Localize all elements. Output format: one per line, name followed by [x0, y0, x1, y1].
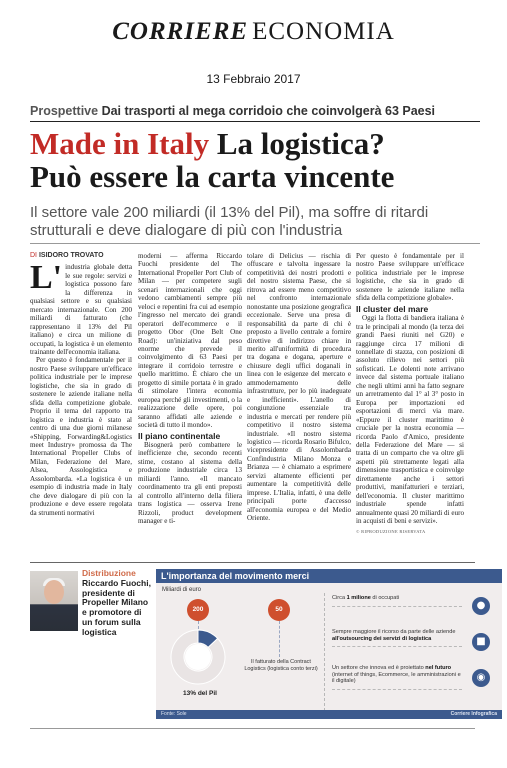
infographic-separator	[324, 593, 325, 711]
article-paragraph: tolare di Delicius — rischia di offuscare e talvolta ingessare la competitività dei nostri prodotti e del nostro sistema Paese, che si ritrova ad essere meno competitivo nel confronto internazionale nonostante una posizione geografica eccezionale. Serve una presa di responsabilità da parte di chi è preposto a livello centrale a fornire direttive di indirizzo chiare in merito all'uniformità di procedura tra dogana e dogana, aperture e chiusure degli uffici doganali in linea con le esigenze del mercato e ammodernamento delle infrastrutture, per lo più inadeguate e inefficienti». L'anello di congiunzione essenziale tra industria e mercati per rendere più competitivo il nostro sistema industriale. «Il nostro sistema logistico — ricorda Rosario Bifulco, vicepresidente di Assolombarda Confindustria Milano Monza e Brianza — è chiamato a esprimere servizi altamente efficienti per aumentare la competitività delle imprese. L'Italia, infatti, è una delle principali porte d'accesso all'economia europea e del Medio Oriente.	[247, 252, 351, 523]
masthead-economia: ECONOMIA	[252, 18, 395, 45]
pie-label: 13% del Pil	[183, 690, 217, 697]
byline	[30, 252, 132, 260]
byline-prefix: DI	[30, 252, 37, 259]
section-header	[30, 104, 480, 118]
portrait-face	[44, 580, 64, 604]
infographic-title: L'importanza del movimento merci	[156, 569, 502, 583]
article-column-1	[30, 252, 132, 517]
drop-cap: L'	[30, 259, 63, 297]
coin-connector	[279, 621, 280, 657]
headline	[30, 127, 490, 193]
subhead-divider	[30, 243, 480, 244]
contract-logistics-note: Il fatturato della Contract Logistics (logistica conto terzi)	[244, 659, 318, 672]
article-paragraph: Per questo è fondamentale per il nostro Paese sviluppare un'efficace politica industriale per le imprese logistiche, che sia in grado di sostenere le aziende italiane nella sfida della competizione globale. Proprio il tema del rapporto tra logistica e industria è stato al centro di una due giorni milanese «Shipping, Forwarding&Logistics meet Industry» promossa da The International Propeller Clubs of Milan, Federazione del Mare, Alsea, Assologistica e Assolombarda. «La logistica è un esempio di industria made in Italy che deve dialogare di più con la produzione e deve essere regolata da strumenti normativi	[30, 356, 132, 517]
article-subheading: Il cluster del mare	[356, 303, 429, 314]
section-divider	[30, 121, 480, 122]
fact-innovation: Un settore che innova ed è proiettato nel futuro (internet of things, Ecommerce, le amministrazioni e il digitale)	[332, 665, 462, 690]
infographic-source: Fonte: Sole	[161, 711, 187, 717]
masthead-corriere: CORRIERE	[112, 18, 249, 45]
headline-line2: Può essere la carta vincente	[30, 159, 395, 194]
fact-outsourcing: Sempre maggiore il ricorso da parte delle aziende all'outsourcing dei servizi di logistica	[332, 629, 462, 647]
infographic	[156, 569, 502, 719]
publication-date: 13 Febbraio 2017	[206, 72, 301, 86]
photo-caption	[82, 569, 152, 638]
people-icon: ●	[472, 597, 490, 615]
article-column-4	[356, 252, 464, 536]
section-tag: Prospettive	[30, 104, 99, 118]
article-column-3	[247, 252, 351, 523]
caption-title: Distribuzione	[82, 568, 136, 578]
article-subheading: Il piano continentale	[138, 430, 221, 441]
copyright-notice: © RIPRODUZIONE RISERVATA	[356, 528, 426, 534]
byline-author: ISIDORO TROVATO	[38, 252, 104, 259]
infographic-footer	[156, 710, 502, 719]
caption-text: Riccardo Fuochi, presidente di Propeller Milano e promotore di un forum sulla logistica	[82, 577, 151, 637]
page-bottom-rule	[30, 728, 475, 729]
eye-icon: ◉	[472, 669, 490, 687]
article-paragraph: Bisognerà però combattere le inefficienze che, secondo recenti stime, costano al sistema della produzione industriale circa 13 miliardi l'anno. «Il mancato coordinamento tra gli enti preposti al controllo all'interno della filiera trans logistica — osserva Irene Rizzoli, product development manager e ti-	[138, 440, 242, 526]
article-paragraph: L' industria globale detta le sue regole: servizi e logistica possono fare la differenza in qualsiasi settore e su qualsiasi mercato internazionale. Con 200 miliardi di fatturato (che rappresentano il 13% del Pil italiano) e circa un milione di occupati, la logistica è un elemento trainante dell'economia italiana.	[30, 259, 132, 356]
masthead	[0, 18, 507, 46]
pil-pie-chart	[168, 627, 228, 687]
truck-icon: ■	[472, 633, 490, 651]
article-column-2	[138, 252, 242, 526]
infographic-subtitle: Miliardi di euro	[162, 587, 202, 593]
headline-made-in-italy: Made in Italy	[30, 126, 210, 161]
portrait-photo	[30, 571, 78, 631]
section-title: Dai trasporti al mega corridoio che coinvolgerà 63 Paesi	[101, 104, 436, 118]
headline-question: La logistica?	[216, 126, 385, 161]
infographic-credit: Corriere Infografica	[450, 711, 497, 717]
article-paragraph: Oggi la flotta di bandiera italiana è tra le principali al mondo (la terza dei grandi Paesi riuniti nel G20) e raggiunge circa 17 milioni di tonnellate di stazza, con posizioni di assoluto rilievo nei settori più sofisticati. Le dolenti note arrivano invece dal sistema portuale italiano che negli ultimi anni ha fatto segnare un arretramento dal 1° al 3° posto in Europa per importazioni ed esportazioni di merci via mare. «Eppure il cluster marittimo è cruciale per la nostra economia — ricorda Paolo d'Amico, presidente della Federazione del Mare — si tratta di un comparto che va oltre gli aspetti più strettamente legati alla dimensione trasportistica e coinvolge direttamente anche i settori produttivi, manifatturieri e terziari, dell'economia. Il cluster marittimo industriale spende infatti annualmente quasi 20 miliardi di euro in acquisti di beni e servizi».	[356, 314, 464, 526]
article-paragraph: Per questo è fondamentale per il nostro Paese sviluppare un'efficace politica industriale per le imprese logistiche, che sia in grado di sostenere le aziende italiane nella sfida della competizione globale».	[356, 252, 464, 303]
value-coin-50: 50	[268, 599, 290, 621]
value-coin-200: 200	[187, 599, 209, 621]
article-paragraph: moderni — afferma Riccardo Fuochi presidente del The International Propeller Port Club of Milan — per competere sugli scenari internazionali che oggi vedono cambiamenti sempre più veloci e repentini fra cui ad esempio l'ingresso nel mercato dei grandi operatori dell'ecommerce e il progetto Obor (One Belt One Road): un'iniziativa dal peso enorme che prevede il coinvolgimento di 63 Paesi per integrare il corridoio terrestre e quello marittimo. È chiaro che un progetto di simile portata è in grado di stimolare l'intera economia europea perché gli investimenti, o la realizzazione delle opere, poi saranno affidati alle aziende e società di tutto il mondo».	[138, 252, 242, 430]
subheadline: Il settore vale 200 miliardi (il 13% del Pil), ma soffre di ritardi strutturali e deve dialogare di più con l'industria	[30, 204, 429, 239]
fact-employment: Circa 1 milione di occupati	[332, 595, 462, 607]
pie-center	[185, 644, 211, 670]
